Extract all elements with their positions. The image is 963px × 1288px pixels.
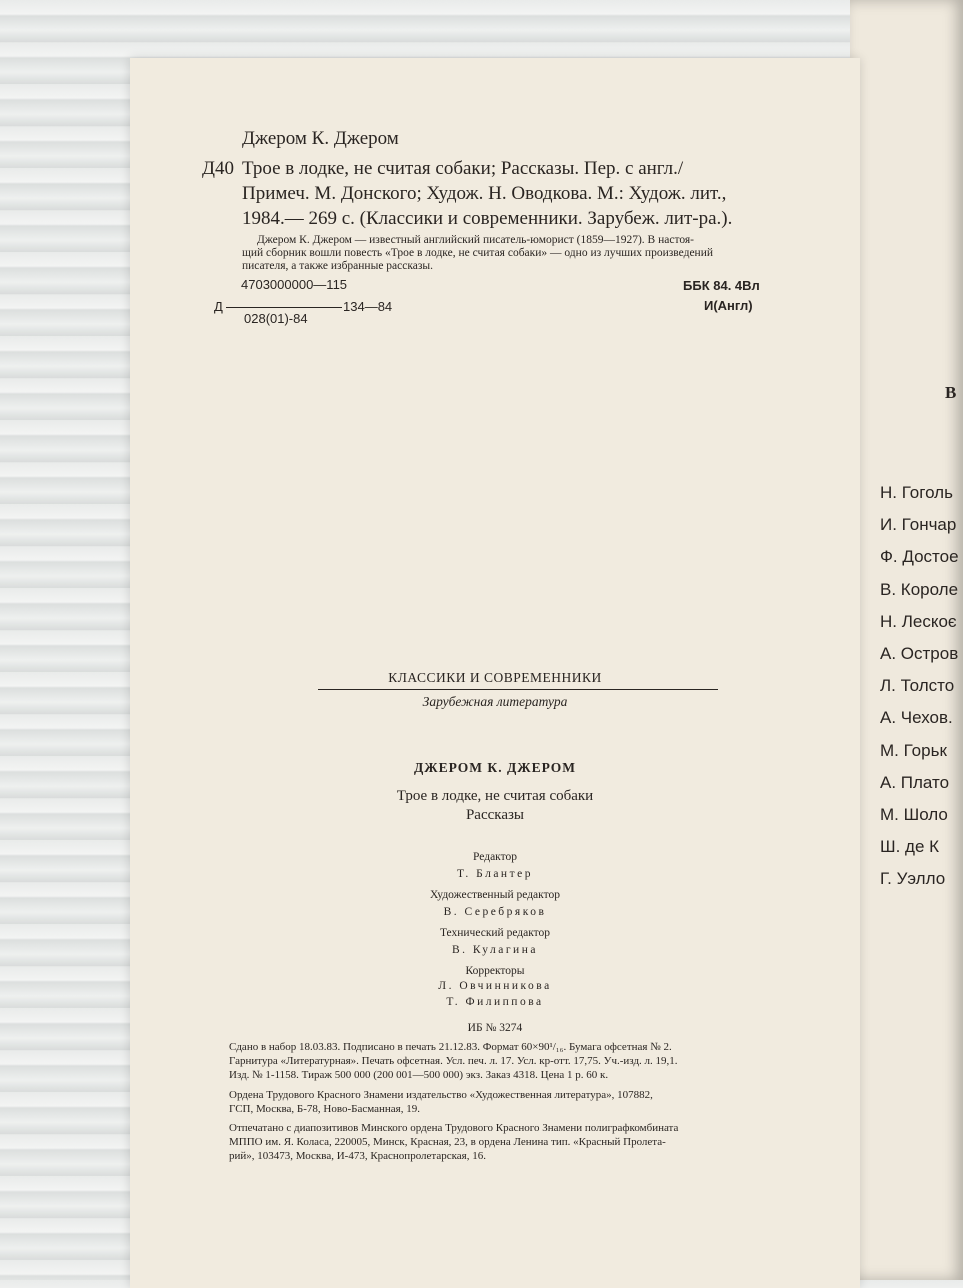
- imprint-line: Изд. № 1-1158. Тираж 500 000 (200 001—500 000) экз. Заказ 4318. Цена 1 р. 60 к.: [229, 1069, 609, 1081]
- book-title: Трое в лодке, не считая собаки: [396, 788, 594, 804]
- staff-name: В. Серебряков: [443, 906, 547, 918]
- staff-role: Редактор: [473, 851, 517, 863]
- bbk-code: ББК 84. 4Вл: [683, 278, 760, 293]
- list-item: А. Остров: [880, 643, 959, 663]
- printer-line: рий», 103473, Москва, И-473, Краснопролетарская, 16.: [229, 1150, 486, 1162]
- staff-name: Л. Овчинникова: [438, 980, 552, 992]
- staff-name: Т. Филиппова: [446, 996, 544, 1008]
- publisher-line: ГСП, Москва, Б-78, Ново-Басманная, 19.: [229, 1103, 420, 1115]
- catalog-line: 1984.— 269 с. (Классики и современники. Зарубеж. лит-ра.).: [242, 208, 733, 229]
- series-subtitle: Зарубежная литература: [422, 694, 568, 709]
- adjacent-page: [850, 0, 963, 1280]
- index-prefix: Д: [214, 299, 223, 314]
- list-item: Ф. Достое: [880, 547, 959, 567]
- catalog-line: Трое в лодке, не считая собаки; Рассказы. Пер. с англ./: [242, 158, 684, 179]
- staff-role: Технический редактор: [439, 927, 551, 939]
- book-page: [130, 58, 860, 1288]
- adjacent-page-heading: В: [945, 383, 957, 402]
- ib-number: ИБ № 3274: [467, 1022, 523, 1034]
- list-item: А. Плато: [880, 772, 950, 792]
- staff-role: Художественный редактор: [430, 889, 560, 901]
- catalog-code: Д40: [202, 158, 234, 179]
- staff-name: Т. Блантер: [457, 868, 533, 880]
- list-item: Л. Толсто: [880, 676, 955, 696]
- index-denominator: 028(01)-84: [244, 311, 308, 326]
- adjacent-page-author-list: [880, 483, 959, 901]
- publisher-line: Ордена Трудового Красного Знамени издательство «Художественная литература», 107882,: [229, 1089, 653, 1101]
- imprint-line: Гарнитура «Литературная». Печать офсетная. Усл. печ. л. 17. Усл. кр-отт. 17,75. Уч.-изд. л. 19,1.: [229, 1055, 678, 1067]
- catalog-line: Примеч. М. Донского; Худож. Н. Оводкова. М.: Худож. лит.,: [242, 183, 727, 204]
- list-item: Ш. де К: [880, 837, 940, 857]
- annotation-line: Джером К. Джером — известный английский писатель-юморист (1859—1927). В настоя-: [257, 234, 694, 246]
- list-item: Н. Лескоє: [880, 611, 957, 631]
- list-item: И. Гончар: [880, 515, 957, 535]
- list-item: М. Горьк: [880, 740, 947, 760]
- list-item: Г. Уэлло: [880, 869, 946, 889]
- imprint-line: Сдано в набор 18.03.83. Подписано в печать 21.12.83. Формат 60×90¹/₁₆. Бумага офсетная № 2.: [229, 1041, 672, 1053]
- series-title: КЛАССИКИ И СОВРЕМЕННИКИ: [388, 670, 602, 685]
- list-item: Н. Гоголь: [880, 483, 953, 502]
- series-rule: [318, 689, 718, 690]
- staff-name: В. Кулагина: [452, 944, 538, 956]
- index-numerator: 4703000000—115: [241, 277, 348, 292]
- printer-line: Отпечатано с диапозитивов Минского ордена Трудового Красного Знамени полиграфкомбината: [229, 1122, 679, 1134]
- annotation-line: щий сборник вошли повесть «Трое в лодке, не считая собаки» — одно из лучших произведений: [242, 247, 714, 259]
- book-subtitle: Рассказы: [465, 807, 525, 823]
- list-item: А. Чехов.: [880, 708, 953, 728]
- catalog-author: Джером К. Джером: [242, 128, 399, 149]
- annotation-line: писателя, а также избранные рассказы.: [242, 260, 434, 272]
- list-item: М. Шоло: [880, 804, 948, 824]
- index-divider: [226, 307, 342, 308]
- list-item: В. Короле: [880, 579, 959, 599]
- book-author: ДЖЕРОМ К. ДЖЕРОМ: [413, 760, 576, 775]
- staff-role: Корректоры: [465, 965, 525, 977]
- printer-line: МППО им. Я. Коласа, 220005, Минск, Красная, 23, в ордена Ленина тип. «Красный Пролета-: [229, 1136, 666, 1148]
- bbk-subcode: И(Англ): [704, 298, 753, 313]
- index-suffix: 134—84: [343, 299, 393, 314]
